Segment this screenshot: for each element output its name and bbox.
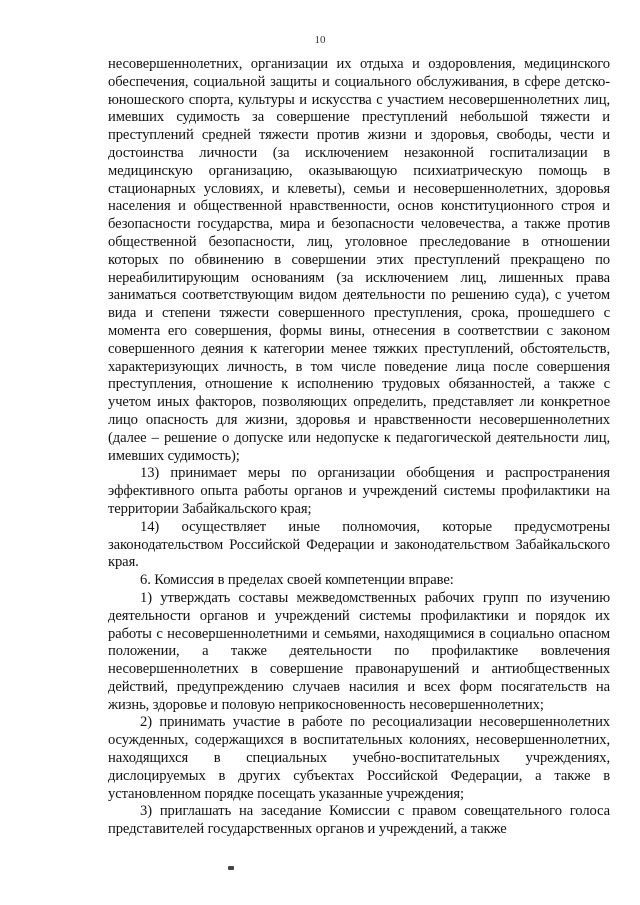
document-body	[108, 56, 610, 839]
paragraph-item-13: 13) принимает меры по организации обобщения и распространения эффективного опыта работы органов и учреждений системы профилактики на территории Забайкальского края;	[108, 465, 610, 517]
paragraph-section-6: 6. Комиссия в пределах своей компетенции вправе:	[140, 572, 454, 589]
paragraph-item-14: 14) осуществляет иные полномочия, которые предусмотрены законодательством Российской Федерации и законодательством Забайкальского края.	[108, 518, 610, 571]
paragraph-right-3: 3) приглашать на заседание Комиссии с правом совещательного голоса представителей государственных органов и учреждений, а также	[108, 803, 610, 838]
paragraph-right-1: 1) утверждать составы межведомственных рабочих групп по изучению деятельности органов и учреждений системы профилактики и порядок их работы с несовершеннолетними и семьями, находящимися в социально опасном положении, а также деятельности по профилактике вовлечения несовершеннолетних в совершение правонарушений и антиобщественных действий, предупреждению случаев насилия и всех форм посягательств на жизнь, здоровье и половую неприкосновенность несовершеннолетних;	[108, 589, 610, 713]
page-number: 10	[314, 34, 326, 46]
paragraph-continuation: несовершеннолетних, организации их отдыха и оздоровления, медицинского обеспечения, социальной защиты и социального обслуживания, в сфере детско-юношеского спорта, культуры и искусства с участием несовершеннолетних лиц, имевших судимость за совершение преступлений небольшой тяжести и преступлений средней тяжести против жизни и здоровья, свободы, чести и достоинства личности (за исключением незаконной госпитализации в медицинскую организацию, оказывающую психиатрическую помощь в стационарных условиях, и клеветы), семьи и несовершеннолетних, здоровья населения и общественной нравственности, основ конституционного строя и безопасности государства, мира и безопасности человечества, а также против общественной безопасности, лиц, уголовное преследование в отношении которых по обвинению в совершении этих преступлений прекращено по нереабилитирующим основаниям (за исключением лиц, лишенных права заниматься соответствующим видом деятельности по решению суда), с учетом вида и степени тяжести совершенного преступления, срока, прошедшего с момента его совершения, формы вины, отнесения в соответствии с законом совершенного деяния к категории менее тяжких преступлений, обстоятельств, характеризующих личность, в том числе поведение лица после совершения преступления, отношение к исполнению трудовых обязанностей, а также с учетом иных факторов, позволяющих определить, представляет ли конкретное лицо опасность для жизни, здоровья и нравственности несовершеннолетних (далее – решение о допуске или недопуске к педагогической деятельности лиц, имевших судимость);	[108, 56, 610, 464]
scan-mark	[228, 866, 234, 870]
paragraph-right-2: 2) принимать участие в работе по ресоциализации несовершеннолетних осужденных, содержащихся в воспитательных колониях, несовершеннолетних, находящихся в специальных учебно-воспитательных учреждениях, дислоцируемых в других субъектах Российской Федерации, а также в установленном порядке посещать указанные учреждения;	[108, 714, 610, 802]
